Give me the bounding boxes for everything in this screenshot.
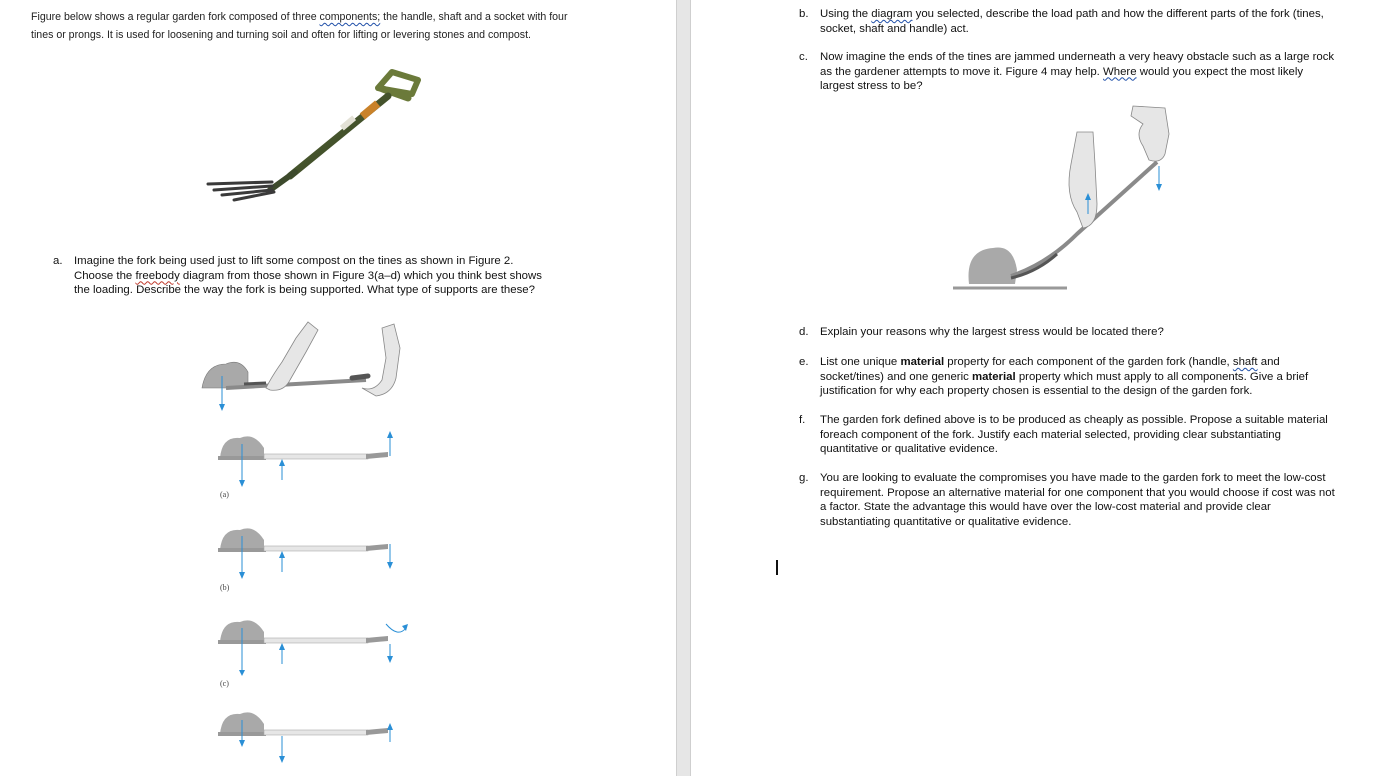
fbd-a-caption: (a)	[220, 490, 229, 499]
freebody-misspelled-word[interactable]: freebody	[135, 269, 180, 282]
question-f	[799, 413, 1340, 457]
question-a-letter: a.	[53, 255, 63, 267]
question-d	[799, 325, 1360, 340]
question-a-line3: the loading. Describe the way the fork is being supported. What type of supports are these?	[74, 284, 535, 297]
intro-components-word[interactable]: components;	[319, 11, 381, 23]
question-e: e. List one unique material property for each component of the garden fork (handle, shaft and socket/tines) and one generic material property which must apply to all components. Give a brief justification for why each property chosen is essential to the design of the garden fork.	[799, 356, 1309, 398]
question-d-text: Explain your reasons why the largest stress would be located there?	[820, 326, 1164, 338]
question-a-line1: Imagine the fork being used just to lift some compost on the tines as shown in Figure 2.	[74, 255, 514, 267]
intro-text-2: the handle, shaft and a socket with four tines or prongs. It is used for loosening and turning soil and often for lifting or levering stones and compost.	[31, 11, 568, 41]
question-b-letter: b.	[799, 8, 809, 20]
garden-fork-image	[200, 66, 440, 206]
question-b: b. Using the diagram you selected, describe the load path and how the different parts of the fork (tines, socket, shaft and handle) act.	[799, 8, 1324, 35]
right-page	[691, 0, 1387, 776]
question-f-text: The garden fork defined above is to be produced as cheaply as possible. Propose a suitable material foreach component of the fork. Justify each material selected, providing clear substantiating quantitative or qualitative evidence.	[820, 414, 1328, 456]
where-word[interactable]: Where	[1103, 65, 1137, 78]
question-c: c. Now imagine the ends of the tines are jammed underneath a very heavy obstacle such as a large rock as the gardener attempts to move it. Figure 4 may help. Where would you expect the most likely largest stress to be?	[799, 51, 1335, 93]
fbd-b-diagram	[216, 522, 416, 582]
diagram-word[interactable]: diagram	[871, 8, 913, 20]
question-a	[53, 254, 634, 298]
figure-4-levering-illustration	[947, 104, 1187, 294]
question-c-letter: c.	[799, 51, 808, 63]
question-g-letter: g.	[799, 472, 809, 484]
fbd-b-caption: (b)	[220, 583, 230, 592]
page-gutter	[676, 0, 691, 776]
question-d-letter: d.	[799, 326, 809, 338]
question-g	[799, 471, 1340, 530]
shaft-word[interactable]: shaft	[1232, 356, 1258, 368]
intro-paragraph	[31, 8, 591, 44]
question-g-text: You are looking to evaluate the compromises you have made to the garden fork to meet the low-cost requirement. Propose an alternative material for one component that you would choose if cost was not a factor. State the advantage this would have over the low-cost material and provide clear substantiating quantitative or qualitative evidence.	[820, 472, 1335, 529]
left-page	[0, 0, 676, 776]
fbd-a-diagram	[216, 430, 416, 490]
question-a-line2: Choose the freebody diagram from those shown in Figure 3(a–d) which you think best shows	[74, 269, 542, 282]
fbd-c-diagram	[216, 614, 416, 676]
fbd-d-diagram	[216, 706, 416, 766]
intro-text-1: Figure below shows a regular garden fork composed of three	[31, 11, 320, 23]
figure-2-lifting-illustration	[196, 318, 416, 418]
question-e-letter: e.	[799, 356, 809, 368]
question-f-letter: f.	[799, 414, 806, 426]
text-cursor-icon	[776, 560, 778, 575]
fbd-c-caption: (c)	[220, 679, 229, 688]
